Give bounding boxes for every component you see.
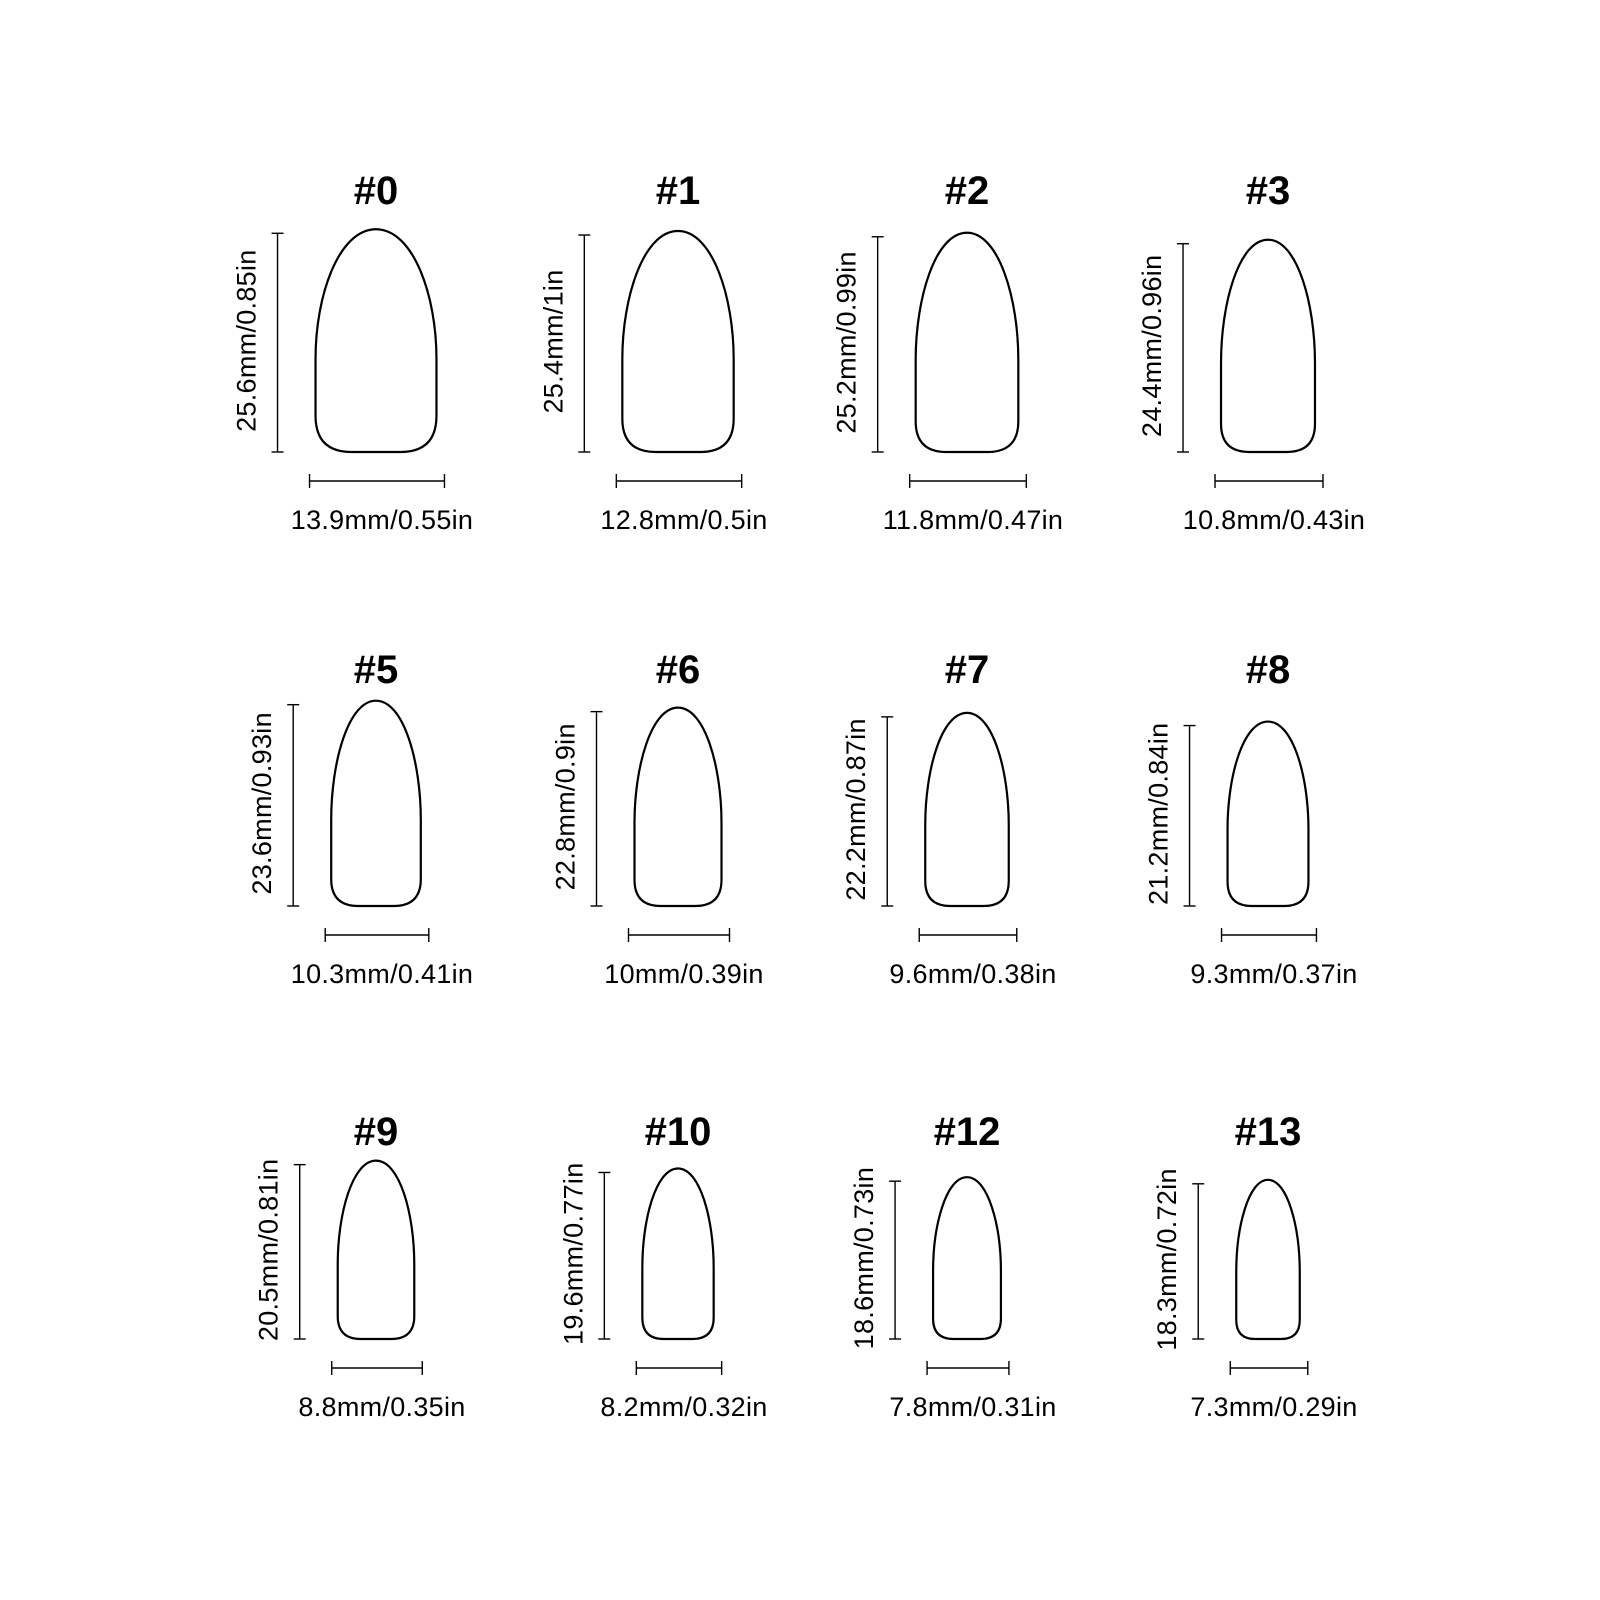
width-dimension-line [332, 1361, 423, 1375]
nail-outline [316, 229, 437, 452]
width-dimension-line [629, 928, 730, 942]
width-dimension-line [325, 928, 429, 942]
height-dimension-line [889, 1181, 901, 1339]
width-dimension-line [310, 474, 445, 488]
height-label: 21.2mm/0.84in [1143, 722, 1174, 906]
size-title: #5 [353, 648, 399, 692]
height-label: 25.2mm/0.99in [831, 251, 862, 434]
nail-outline [933, 1177, 1001, 1339]
size-cell [1144, 648, 1358, 989]
size-cell [841, 648, 1056, 989]
nail-outline [1236, 1180, 1300, 1339]
height-label: 20.5mm/0.81in [253, 1158, 284, 1342]
height-label: 18.3mm/0.72in [1152, 1168, 1183, 1351]
height-dimension-line [294, 1165, 306, 1339]
height-label: 25.4mm/1in [538, 269, 569, 414]
size-cell [538, 169, 767, 535]
size-title: #6 [655, 648, 701, 692]
size-cell [1137, 169, 1365, 535]
nail-outline [642, 1168, 713, 1339]
width-label: 13.9mm/0.55in [290, 505, 474, 535]
size-title: #12 [933, 1110, 1001, 1154]
width-dimension-line [919, 928, 1017, 942]
nail-outline [1228, 722, 1309, 906]
size-cell [849, 1110, 1057, 1422]
size-title: #8 [1245, 648, 1291, 692]
height-dimension-line [1184, 726, 1196, 906]
height-label: 22.2mm/0.87in [841, 718, 872, 901]
width-label: 10mm/0.39in [604, 959, 764, 989]
height-label: 23.6mm/0.93in [247, 712, 278, 895]
width-label: 9.6mm/0.38in [889, 959, 1057, 989]
width-label: 10.3mm/0.41in [290, 959, 474, 989]
height-dimension-line [272, 233, 284, 452]
width-label: 11.8mm/0.47in [882, 505, 1064, 535]
size-cell [558, 1110, 767, 1422]
height-dimension-line [287, 705, 299, 906]
size-cell [832, 169, 1064, 535]
width-dimension-line [636, 1361, 721, 1375]
height-dimension-line [578, 235, 590, 452]
width-dimension-line [910, 474, 1027, 488]
width-dimension-line [616, 474, 741, 488]
width-dimension-line [1230, 1361, 1308, 1375]
nail-outline [331, 701, 421, 906]
size-title: #0 [353, 169, 399, 213]
size-title: #10 [644, 1110, 712, 1154]
size-title: #3 [1245, 169, 1291, 213]
size-cell [1152, 1110, 1357, 1422]
width-dimension-line [1222, 928, 1317, 942]
height-label: 22.8mm/0.9in [550, 723, 581, 891]
width-label: 12.8mm/0.5in [600, 505, 768, 535]
size-title: #7 [944, 648, 990, 692]
nail-outline [1221, 240, 1315, 452]
height-dimension-line [598, 1172, 610, 1339]
width-label: 8.2mm/0.32in [600, 1392, 768, 1422]
width-label: 10.8mm/0.43in [1182, 505, 1366, 535]
height-label: 25.6mm/0.85in [231, 249, 262, 432]
height-dimension-line [1177, 244, 1189, 452]
width-label: 7.8mm/0.31in [889, 1392, 1057, 1422]
width-label: 8.8mm/0.35in [298, 1392, 466, 1422]
size-cell [247, 648, 473, 989]
height-dimension-line [881, 717, 893, 906]
nail-outline [338, 1161, 415, 1339]
nail-outline [635, 708, 722, 906]
height-dimension-line [1192, 1184, 1204, 1339]
size-title: #1 [655, 169, 701, 213]
size-cell [551, 648, 764, 989]
size-cell [232, 169, 474, 535]
width-dimension-line [1215, 474, 1323, 488]
size-title: #13 [1234, 1110, 1302, 1154]
size-title: #2 [944, 169, 990, 213]
height-dimension-line [872, 237, 884, 452]
width-label: 9.3mm/0.37in [1190, 959, 1358, 989]
size-title: #9 [353, 1110, 399, 1154]
size-cell [254, 1110, 466, 1422]
nail-outline [916, 233, 1019, 452]
width-dimension-line [927, 1361, 1009, 1375]
height-dimension-line [591, 712, 603, 906]
height-label: 24.4mm/0.96in [1137, 254, 1168, 438]
width-label: 7.3mm/0.29in [1190, 1392, 1358, 1422]
nail-outline [925, 713, 1009, 906]
height-label: 18.6mm/0.73in [849, 1166, 880, 1350]
height-label: 19.6mm/0.77in [558, 1162, 589, 1345]
nail-outline [622, 231, 733, 452]
